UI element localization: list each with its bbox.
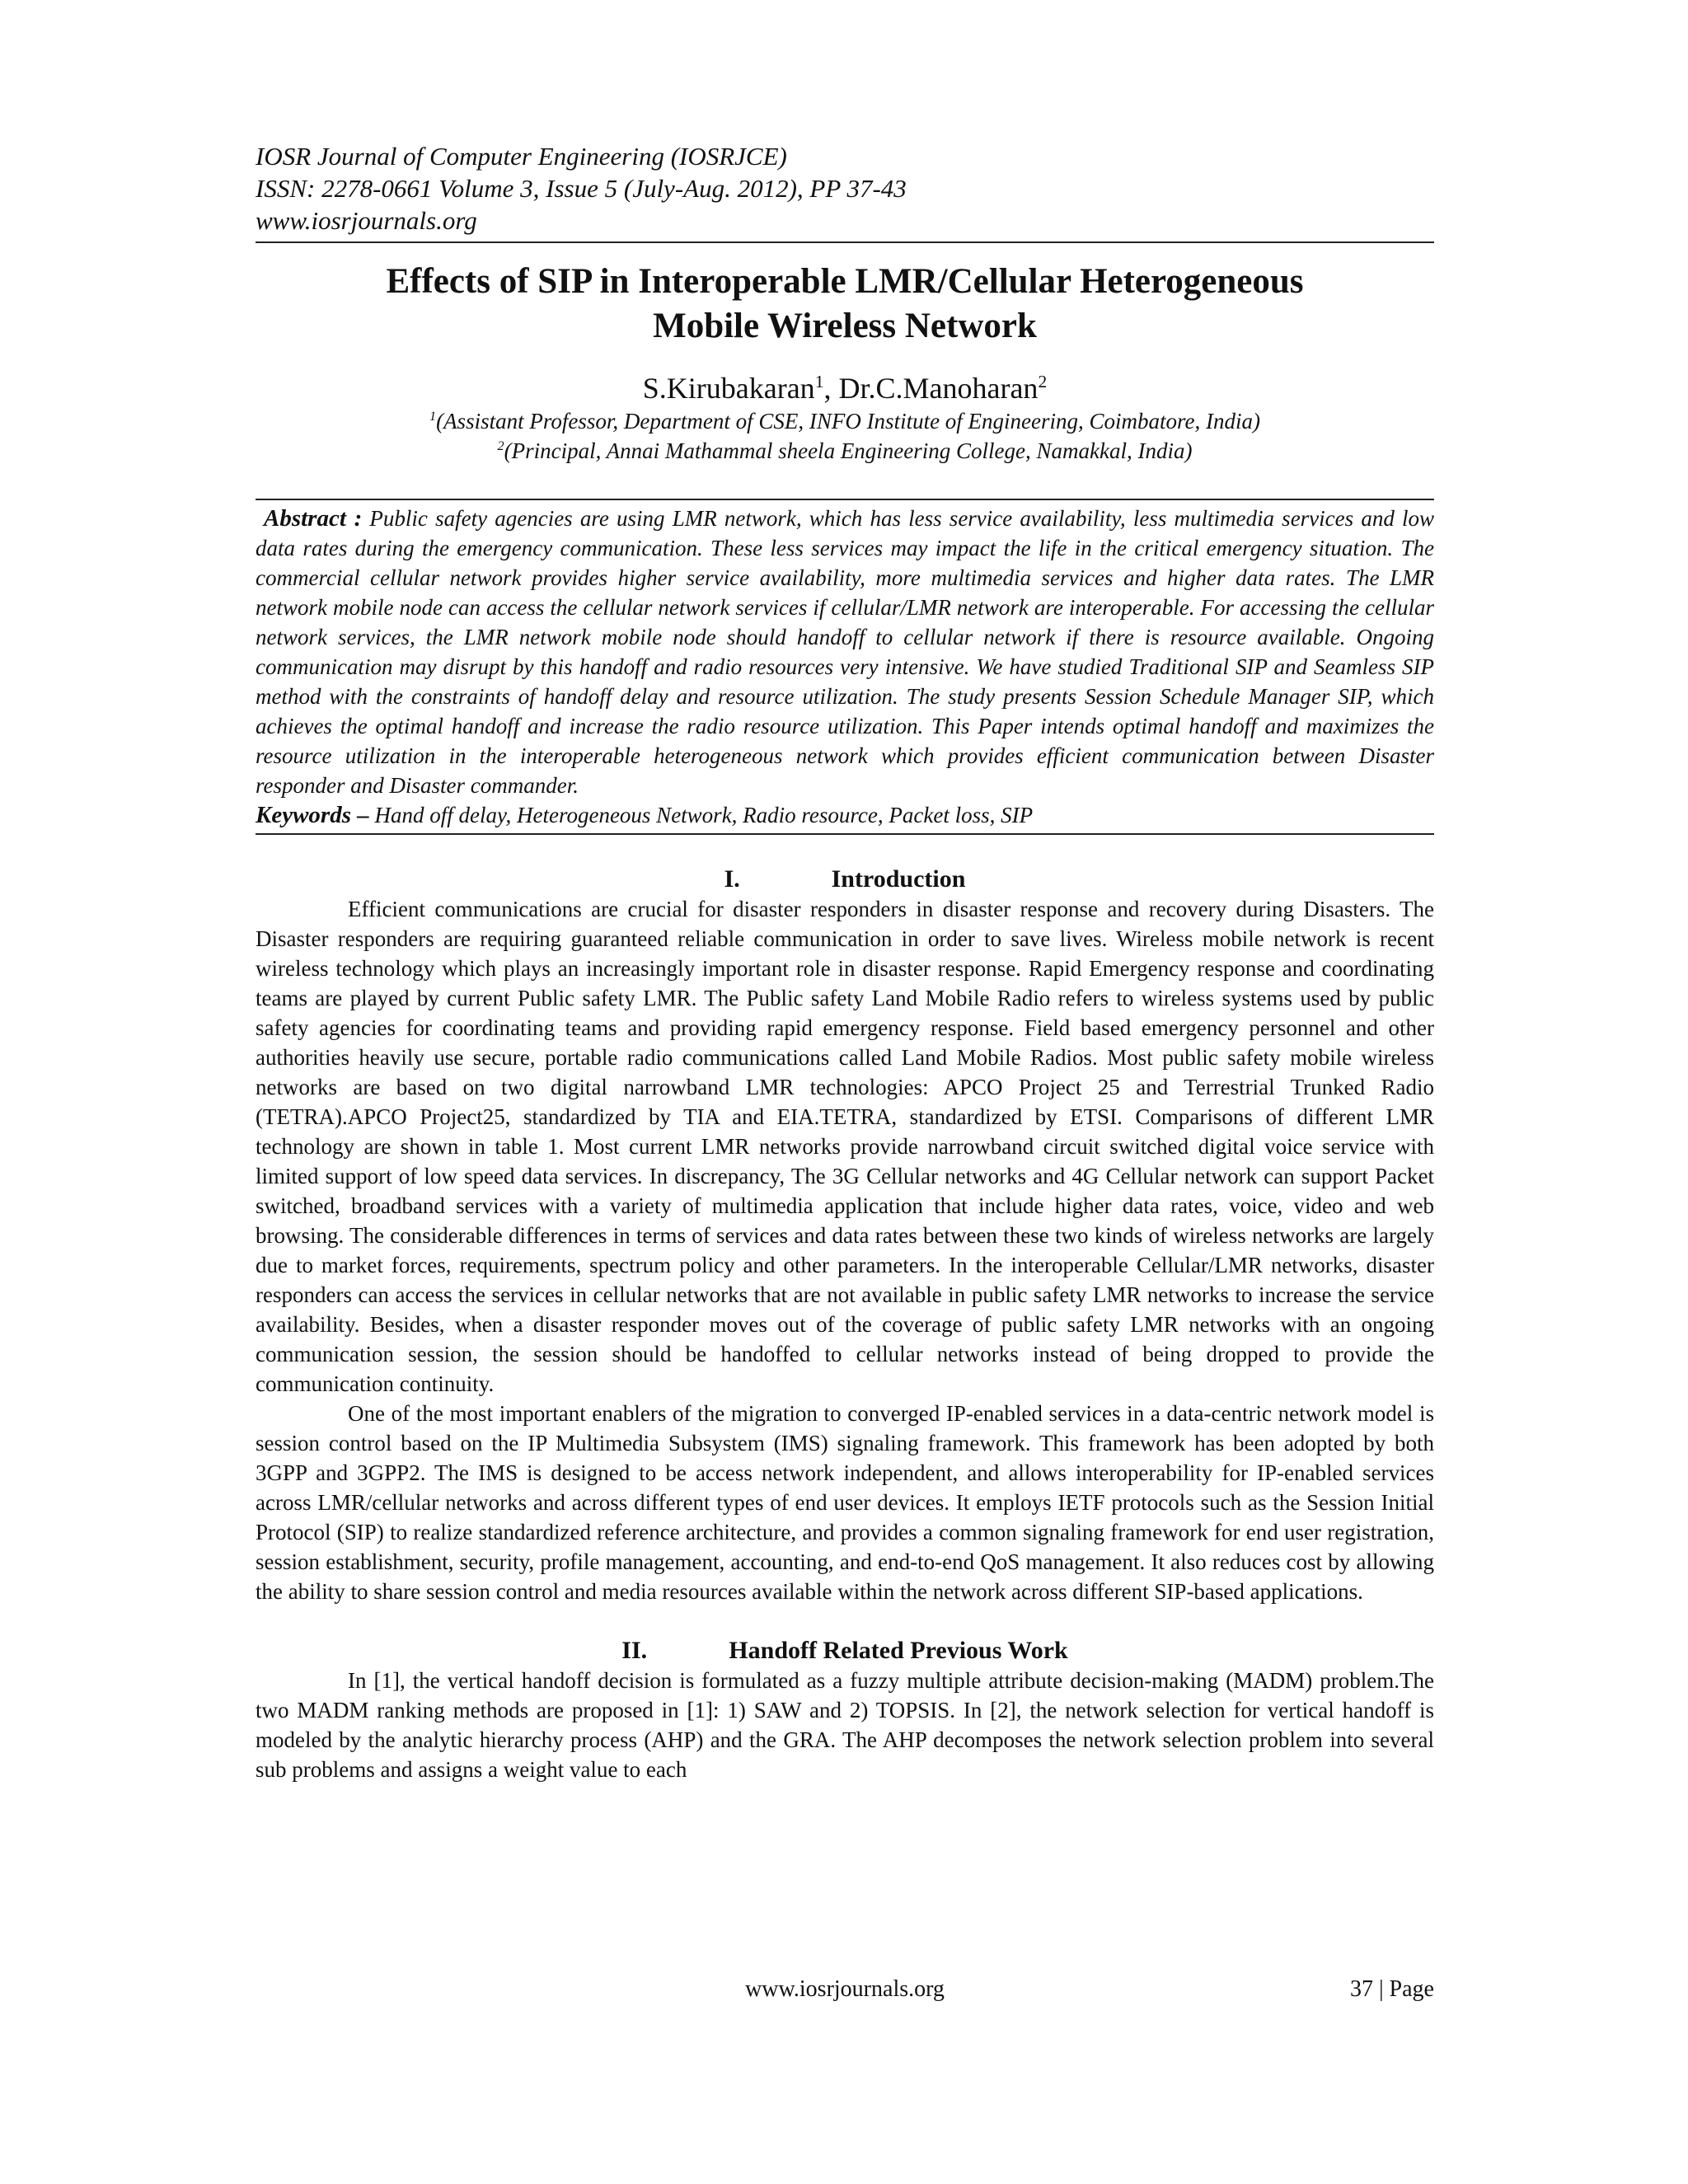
page-number: 37 | Page [1349,1976,1434,2002]
paper-page [256,140,1434,1784]
section-title: Handoff Related Previous Work [729,1637,1068,1664]
affiliation-1-text: (Assistant Professor, Department of CSE, INFO Institute of Engineering, Coimbatore, India) [436,409,1261,434]
section-number: I. [724,865,740,893]
footer-website: www.iosrjournals.org [745,1976,945,2002]
abstract-top-rule [256,499,1434,500]
body-paragraph: One of the most important enablers of the migration to converged IP-enabled services in a data-centric network model is session control based on the IP Multimedia Subsystem (IMS) signaling framework. This framework has been adopted by both 3GPP and 3GPP2. The IMS is designed to be access network independent, and allows interoperability for IP-enabled services across LMR/cellular networks and across different types of end user devices. It employs IETF protocols such as the Session Initial Protocol (SIP) to realize standardized reference architecture, and provides a common signaling framework for end user registration, session establishment, security, profile management, accounting, and end-to-end QoS management. It also reduces cost by allowing the ability to share session control and media resources available within the network across different SIP-based applications. [256,1401,1434,1604]
abstract [256,504,1434,800]
section-heading-previous-work [256,1636,1434,1666]
affiliation-2-text: (Principal, Annai Mathammal sheela Engineering College, Namakkal, India) [504,438,1193,463]
abstract-text: Public safety agencies are using LMR network, which has less service availability, less multimedia services and low data rates during the emergency communication. These less services may impact the life in the critical emergency situation. The commercial cellular network provides higher service availability, more multimedia services and higher data rates. The LMR network mobile node can access the cellular network services if cellular/LMR network are interoperable. For accessing the cellular network services, the LMR network mobile node should handoff to cellular network if there is resource available. Ongoing communication may disrupt by this handoff and radio resources very intensive. We have studied Traditional SIP and Seamless SIP method with the constraints of handoff delay and resource utilization. The study presents Session Schedule Manager SIP, which achieves the optimal handoff and increase the radio resource utilization. This Paper intends optimal handoff and maximizes the resource utilization in the interoperable heterogeneous network which provides efficient communication between Disaster responder and Disaster commander. [256,506,1434,798]
title-line-1: Effects of SIP in Interoperable LMR/Cellular Heterogeneous [386,262,1304,301]
body-paragraph: Efficient communications are crucial for disaster responders in disaster response and recovery during Disasters. The Disaster responders are requiring guaranteed reliable communication in order to save lives. Wireless mobile network is recent wireless technology which plays an increasingly important role in disaster response. Rapid Emergency response and coordinating teams are played by current Public safety LMR. The Public safety Land Mobile Radio refers to wireless systems used by public safety agencies for coordinating teams and providing rapid emergency response. Field based emergency personnel and other authorities heavily use secure, portable radio communications called Land Mobile Radios. Most public safety mobile wireless networks are based on two digital narrowband LMR technologies: APCO Project 25 and Terrestrial Trunked Radio (TETRA).APCO Project25, standardized by TIA and EIA.TETRA, standardized by ETSI. Comparisons of different LMR technology are shown in table 1. Most current LMR networks provide narrowband circuit switched digital voice service with limited support of low speed data services. In discrepancy, The 3G Cellular networks and 4G Cellular network can support Packet switched, broadband services with a variety of multimedia application that include higher data rates, voice, video and web browsing. The considerable differences in terms of services and data rates between these two kinds of wireless networks are largely due to market forces, requirements, spectrum policy and other parameters. In the interoperable Cellular/LMR networks, disaster responders can access the services in cellular networks that are not available in public safety LMR networks to increase the service availability. Besides, when a disaster responder moves out of the coverage of public safety LMR networks with an ongoing communication session, the session should be handoffed to cellular networks instead of being dropped to provide the communication continuity. [256,897,1434,1396]
title-line-2: Mobile Wireless Network [653,307,1037,345]
affiliation-2 [256,436,1434,466]
journal-issn: ISSN: 2278-0661 Volume 3, Issue 5 (July-Aug. 2012), PP 37-43 [256,174,907,203]
journal-name: IOSR Journal of Computer Engineering (IOSRJCE) [256,142,787,171]
author-separator: , [823,372,839,405]
section-number: II. [621,1637,648,1664]
keywords-label: Keywords – [256,802,369,828]
author-1-affiliation-mark: 1 [814,372,824,392]
author-2: Dr.C.Manoharan [838,372,1039,405]
author-2-affiliation-mark: 2 [1038,372,1048,392]
journal-header [256,140,1434,237]
keywords-bottom-rule [256,833,1434,835]
affiliation-2-mark: 2 [497,438,504,454]
keywords-text: Hand off delay, Heterogeneous Network, Radio resource, Packet loss, SIP [368,803,1034,827]
affiliation-1 [256,406,1434,436]
paper-title [256,260,1434,349]
author-1: S.Kirubakaran [642,372,815,405]
author-list [256,370,1434,406]
body-paragraph: In [1], the vertical handoff decision is formulated as a fuzzy multiple attribute decision-making (MADM) problem.The two MADM ranking methods are proposed in [1]: 1) SAW and 2) TOPSIS. In [2], the network selection for vertical handoff is modeled by the analytic hierarchy process (AHP) and the GRA. The AHP decomposes the network selection problem into several sub problems and assigns a weight value to each [256,1668,1434,1782]
section-title: Introduction [831,865,966,893]
header-divider [256,241,1434,243]
section-heading-introduction [256,865,1434,894]
affiliation-1-mark: 1 [429,409,437,424]
journal-website: www.iosrjournals.org [256,206,477,235]
keywords [256,800,1434,830]
abstract-label: Abstract : [264,505,363,532]
